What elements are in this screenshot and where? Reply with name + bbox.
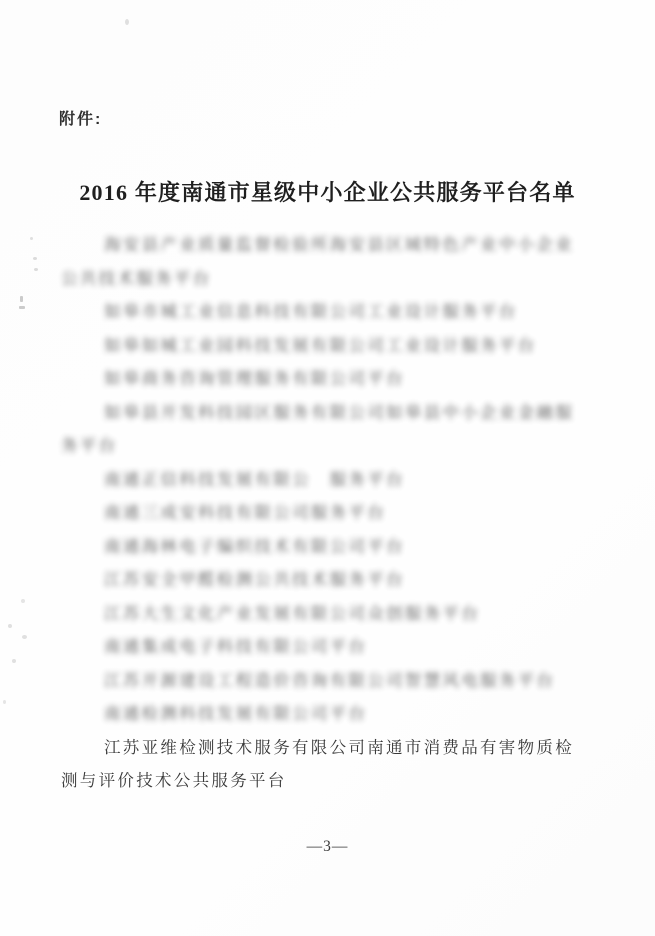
legible-list-line: 测与评价技术公共服务平台 [61,771,287,790]
blurred-list-line: 南通集成电子科技有限公司平台 [104,637,368,656]
scan-speck [33,257,37,260]
scan-speck [30,237,33,240]
page-number: —3— [306,838,349,855]
scan-speck [20,296,23,302]
scan-speck [3,700,6,704]
legible-list-line: 江苏亚维检测技术服务有限公司南通市消费品有害物质检 [104,737,574,757]
blurred-list-line: 江苏开源建设工程造价咨询有限公司智慧风电服务平台 [104,670,556,690]
scan-speck [19,306,25,309]
scan-speck [22,635,27,639]
blurred-list-line: 海安县产业质量监督检验所海安县区域特色产业中小企业 [104,235,574,254]
scan-speck [21,599,25,603]
blurred-list-line: 公共技术服务平台 [61,268,212,288]
scan-speck [125,19,129,25]
blurred-list-line: 南通正信科技发展有限公 服务平台 [104,469,405,489]
blurred-list-line: 如皋商务咨询管理服务有限公司平台 [104,369,405,388]
blurred-list-line: 南通海林电子编织技术有限公司平台 [104,536,405,556]
blurred-list-line: 南通检测科技发展有限公司平台 [104,704,368,723]
blurred-list-line: 江苏安全甲醛检测公共技术服务平台 [104,570,405,589]
platform-list [61,228,601,798]
scan-speck [34,268,38,271]
attachment-label: 附件: [59,111,103,128]
blurred-list-line: 如皋县开发科技园区服务有限公司如皋县中小企业金融服 [104,402,574,422]
document-title: 2016 年度南通市星级中小企业公共服务平台名单 [79,180,576,205]
blurred-list-line: 务平台 [61,436,118,455]
blurred-list-line: 如皋市城工业信息科技有限公司工业设计服务平台 [104,302,518,321]
blurred-list-line: 南通三成安科技有限公司服务平台 [104,503,386,522]
blurred-list-line: 江苏大生文化产业发展有限公司众创服务平台 [104,603,480,623]
scan-speck [12,659,16,663]
scan-speck [8,624,12,628]
blurred-list-line: 如皋如城工业园科技发展有限公司工业设计服务平台 [104,335,537,355]
